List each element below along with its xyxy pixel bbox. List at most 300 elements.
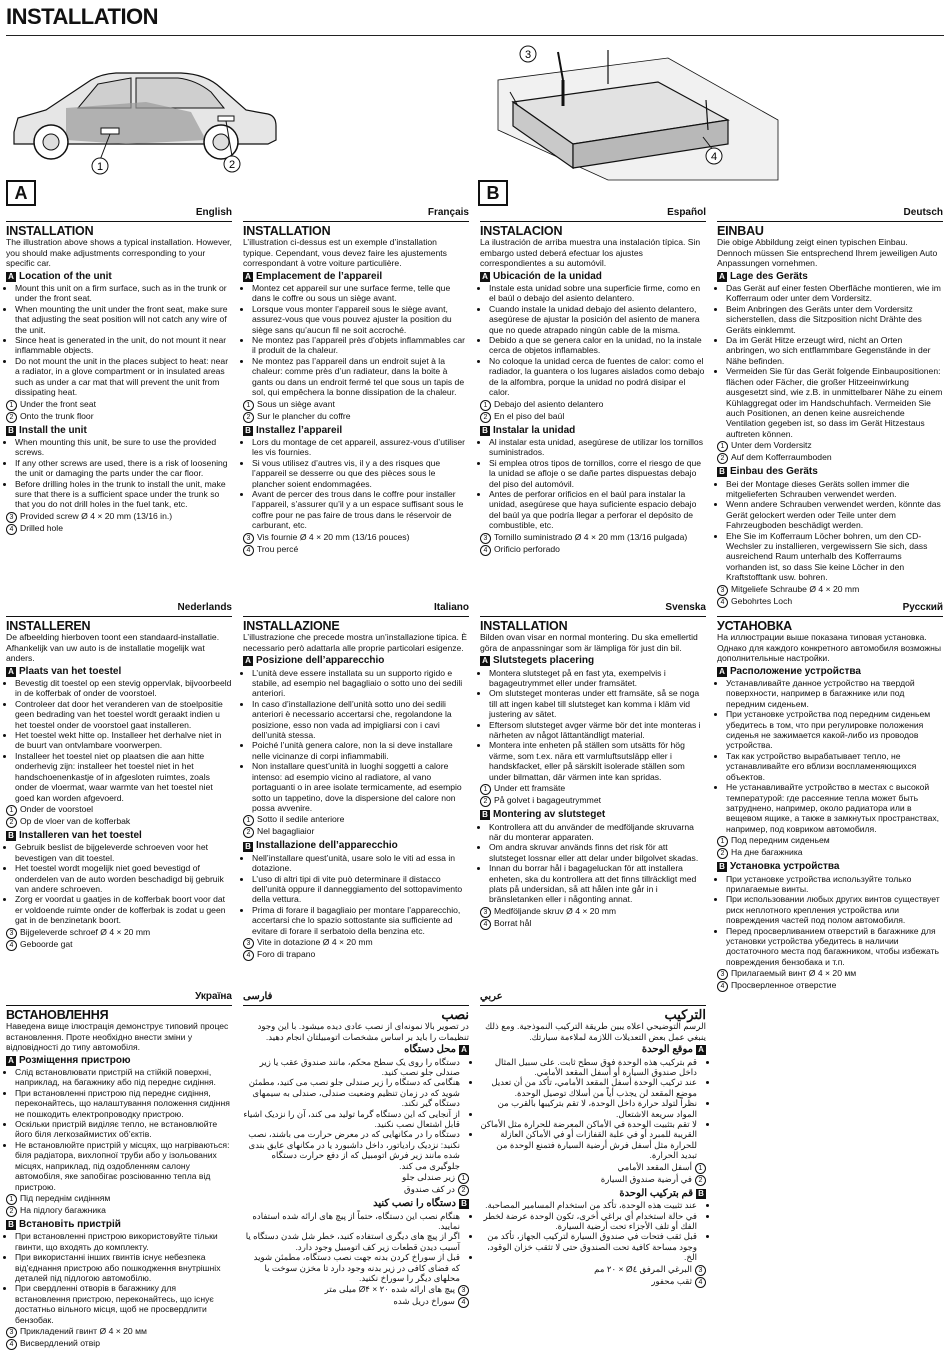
bullet-item: • Слід встановлювати пристрій на стійкій поверхні, наприклад, на багажнику або під переднє сидіння. — [15, 1067, 232, 1088]
bullet-item: • Om andra skruvar används finns det risk för att slutsteget lossnar eller att delar under bilgolvet skadas. — [489, 842, 706, 863]
numbered-item-text: Onto the trunk floor — [20, 410, 94, 421]
bullet-item: • Wenn andere Schrauben verwendet werden, könnte das Gerät gelockert werden oder Teile unter dem Fahrzeugboden beschädigt werden. — [726, 499, 943, 530]
number-circle-icon: 4 — [480, 545, 491, 556]
number-circle-icon: 2 — [6, 412, 17, 423]
bullet-item: • L’unità deve essere installata su un supporto rigido e stabile, ad esempio nel bagagliaio o sotto uno dei sedili anteriori. — [252, 668, 469, 699]
numbered-item-text: سوراخ دریل شده — [393, 1296, 455, 1307]
section-heading: INSTALLATION — [480, 619, 568, 633]
bullet-list — [480, 1057, 706, 1161]
subsection-title-text: Installeren van het toestel — [19, 829, 142, 841]
bullet-item: • Kontrollera att du använder de medföljande skruvarna när du monterar apparaten. — [489, 822, 706, 843]
numbered-item — [243, 949, 469, 961]
bullet-item: • هنگام نصب این دستگاه، حتماً از پیچ های ارائه شده استفاده نمایید. — [243, 1211, 460, 1232]
number-circle-icon: 3 — [243, 938, 254, 949]
subsection-title-b — [480, 426, 706, 436]
subsection-title-b — [6, 1220, 232, 1230]
bullet-item: • Debido a que se genera calor en la unidad, no la instale cerca de objetos inflamables. — [489, 335, 706, 356]
language-label: Русский — [717, 603, 943, 617]
bullet-list — [243, 1211, 469, 1284]
language-label: Italiano — [243, 603, 469, 617]
number-circle-icon: 3 — [695, 1265, 706, 1276]
number-circle-icon: 1 — [6, 1194, 17, 1205]
bullet-list — [480, 1200, 706, 1262]
bullet-list — [480, 283, 706, 397]
section-marker-b-icon: B — [459, 1199, 469, 1209]
numbered-item-text: Medföljande skruv Ø 4 × 20 mm — [494, 905, 617, 916]
section-marker-b-icon: B — [6, 1220, 16, 1230]
subsection-title-text: Lage des Geräts — [730, 270, 808, 282]
section-heading: INSTALLATION — [6, 224, 94, 238]
bullet-item: • Montera inte enheten på ställen som utsätts för hög värme, som t.ex. nära ett varmluftsutsläpp eller i handskfacket, eller på särskilt isolerade ställen som under bilmattan, där värmen inte kan spridas. — [489, 740, 706, 782]
section-marker-a-icon: A — [243, 272, 253, 282]
numbered-item — [480, 544, 706, 556]
subsection-title-text: موقع الوحدة — [641, 1044, 693, 1056]
bullet-item: • Beim Anbringen des Geräts unter dem Vordersitz sicherstellen, dass die Sitzposition nicht Drähte des Geräts einklemmt. — [726, 304, 943, 335]
bullet-item: • Si vous utilisez d’autres vis, il y a des risques que l’appareil se desserre ou que des pièces sous le plancher soient endommagées. — [252, 458, 469, 489]
numbered-item — [480, 1264, 706, 1276]
numbered-item-text: ثقب محفور — [651, 1275, 692, 1286]
bullet-item: • Cuando instale la unidad debajo del asiento delantero, asegúrese de ajustar la posición del asiento de manera que no quede atrapado ningún cable de la misma. — [489, 304, 706, 335]
bullet-item: • عند تركيب الوحدة أسفل المقعد الأمامي، تأكد من أن تعديل موضع المقعد لن يجذب أياً من أسلاك توصيل الوحدة. — [480, 1077, 697, 1098]
numbered-item — [6, 523, 232, 535]
bullet-list — [717, 874, 943, 968]
numbered-item-text: Прилагаемый винт Ø 4 × 20 мм — [731, 968, 857, 979]
number-circle-icon: 1 — [480, 400, 491, 411]
subsection-title-a — [480, 656, 706, 666]
numbered-item-text: Висвердлений отвір — [20, 1337, 100, 1348]
bullet-list — [243, 437, 469, 531]
numbered-item — [480, 532, 706, 544]
bullet-item: • Instale esta unidad sobre una superficie firme, como en el baúl o debajo del asiento delantero. — [489, 283, 706, 304]
numbered-item — [480, 411, 706, 423]
subsection-title-text: Emplacement de l’appareil — [256, 270, 383, 282]
callout-2-label: 2 — [228, 159, 236, 171]
number-circle-icon: 4 — [717, 597, 728, 608]
section-marker-b-icon: B — [243, 426, 253, 436]
numbered-item — [243, 399, 469, 411]
number-circle-icon: 3 — [480, 533, 491, 544]
number-circle-icon: 3 — [717, 969, 728, 980]
numbered-item — [243, 544, 469, 556]
section-marker-a-icon: A — [480, 656, 490, 666]
section-marker-b-icon: B — [717, 467, 727, 477]
number-circle-icon: 4 — [480, 919, 491, 930]
numbered-item-text: Unter dem Vordersitz — [731, 440, 812, 451]
intro-text: Наведена вище ілюстрація демонструє типовий процес встановлення. Проте необхідно внести зміни у відповідності до типу автомобіля. — [6, 1021, 229, 1053]
section-heading: INSTALLEREN — [6, 619, 91, 633]
car-installation-illustration — [6, 40, 466, 205]
language-column — [6, 208, 232, 598]
subsection-title-text: Расположение устройства — [730, 665, 861, 677]
number-circle-icon: 1 — [695, 1163, 706, 1174]
bullet-item: • Since heat is generated in the unit, do not mount it near inflammable objects. — [15, 335, 232, 356]
bullet-item: • قبل از سوراخ کردن بدنه جهت نصب دستگاه، مطمئن شوید که فضای کافی در زیر بدنه وجود دارد تا مخزن سوخت یا محلهای دیگر را سوراخ نکنید. — [243, 1252, 460, 1283]
numbered-item-text: Vite in dotazione Ø 4 × 20 mm — [257, 936, 373, 947]
bullet-list — [6, 1067, 232, 1192]
subsection-title-text: دستگاه را نصب کنید — [373, 1198, 456, 1210]
language-column — [243, 208, 469, 598]
bullet-list — [243, 853, 469, 936]
intro-text: در تصویر بالا نمونه‌ای از نصب عادی دیده میشود. با این وجود تنظیمات را باید بر اساس مشخصات اتومبیلتان انجام دهید. — [257, 1021, 469, 1042]
language-label: Deutsch — [717, 208, 943, 222]
numbered-item — [717, 440, 943, 452]
bullet-item: • Оскільки пристрій виділяє тепло, не встановлюйте його біля легкозаймистих об’єктів. — [15, 1119, 232, 1140]
numbered-item — [6, 816, 232, 828]
numbered-item — [6, 939, 232, 951]
subsection-title-a — [6, 272, 232, 282]
numbered-item — [6, 1205, 232, 1217]
numbered-item — [480, 399, 706, 411]
numbered-item-text: Debajo del asiento delantero — [494, 398, 604, 409]
bullet-item: • No coloque la unidad cerca de fuentes de calor: como el radiador, la guantera o los lugares aislados como debajo de la alfombra, porque la unidad no podrá disipar el calor. — [489, 356, 706, 398]
subsection-title-a — [717, 272, 943, 282]
bullet-item: • Ne montez pas l’appareil près d’objets inflammables car il produit de la chaleur. — [252, 335, 469, 356]
bullet-item: • L’uso di altri tipi di vite può determinare il distacco dell’unità oppure il danneggiamento del sottopavimento della vettura. — [252, 874, 469, 905]
numbered-item-text: Tornillo suministrado Ø 4 × 20 mm (13/16 pulgada) — [494, 531, 688, 542]
section-marker-a-icon: A — [717, 272, 727, 282]
numbered-item-text: Under the front seat — [20, 398, 96, 409]
numbered-item-text: На дне багажника — [731, 847, 803, 858]
bullet-item: • Al instalar esta unidad, asegúrese de utilizar los tornillos suministrados. — [489, 437, 706, 458]
subsection-title-b — [6, 426, 232, 436]
numbered-item-text: في أرضية صندوق السيارة — [600, 1173, 692, 1184]
bullet-item: • Montez cet appareil sur une surface ferme, telle que dans le coffre ou sous un siège avant. — [252, 283, 469, 304]
number-circle-icon: 1 — [458, 1173, 469, 1184]
language-column — [480, 992, 706, 1357]
numbered-item-text: Просверленное отверстие — [731, 980, 837, 991]
bullet-item: • دستگاه را روی یک سطح محکم، مانند صندوق عقب یا زیر صندلی جلو نصب کنید. — [243, 1057, 460, 1078]
number-circle-icon: 4 — [458, 1297, 469, 1308]
bullet-item: • Da im Gerät Hitze erzeugt wird, nicht an Orten anbringen, wo sich entflammbare Gegenstände in der Nähe befinden. — [726, 335, 943, 366]
numbered-item — [717, 980, 943, 992]
number-circle-icon: 2 — [458, 1185, 469, 1196]
number-circle-icon: 2 — [480, 796, 491, 807]
bullet-item: • Так как устройство вырабатывает тепло, не устанавливайте его вблизи воспламеняющихся объектов. — [726, 751, 943, 782]
bullet-item: • Controleer dat door het veranderen van de stoelpositie geen bedrading van het toestel wordt geraakt indien u het toestel onder de voorstoel gaat installeren. — [15, 699, 232, 730]
section-marker-b-icon: B — [6, 426, 16, 436]
intro-text: L’illustration ci-dessus est un exemple d’installation typique. Cependant, vous devez faire les ajustements correspondant à votre voiture particulière. — [243, 237, 447, 269]
bullet-item: • Mount this unit on a firm surface, such as in the trunk or under the front seat. — [15, 283, 232, 304]
section-heading: INSTALLATION — [243, 224, 331, 238]
numbered-item — [480, 783, 706, 795]
numbered-item — [243, 411, 469, 423]
title-divider — [6, 35, 944, 36]
numbered-item — [243, 814, 469, 826]
bullet-item: • Gebruik beslist de bijgeleverde schroeven voor het bevestigen van dit toestel. — [15, 842, 232, 863]
language-label: Español — [480, 208, 706, 222]
subsection-title-text: Ubicación de la unidad — [493, 270, 602, 282]
bullet-list — [6, 842, 232, 925]
numbered-item — [243, 1172, 469, 1184]
bullet-item: • При использовании любых других винтов существует риск неплотного крепления устройства или повреждения частей под полом автомобиля. — [726, 894, 943, 925]
bullet-item: • Avant de percer des trous dans le coffre pour installer l’appareil, s’assurer qu’il y a un espace suffisant sous le coffre pour ne pas faire de trous dans le réservoir de carburant, etc. — [252, 489, 469, 531]
intro-text: L’illustrazione che precede mostra un’installazione tipica. È necessario però adattarla alle proprie particolari esigenze. — [243, 632, 468, 653]
numbered-item-text: أسفل المقعد الأمامي — [617, 1161, 692, 1172]
language-label: عربي — [480, 992, 706, 1006]
bullet-item: • Ne montez pas l’appareil dans un endroit sujet à la chaleur: comme près d’un radiateur, dans la boite à gants ou dans un endroit fermé tel que sous un tapis de sol, qui empêchera la bonne dissipation de la chaleur. — [252, 356, 469, 398]
callout-1-label: 1 — [96, 161, 104, 173]
bullet-list — [243, 283, 469, 397]
bullet-item: • При встановленні пристрою під переднє сидіння, переконайтесь, що налаштування положення сидіння не пошкодить електропроводку пристрою. — [15, 1088, 232, 1119]
numbered-item-text: Orificio perforado — [494, 543, 560, 554]
numbered-item-text: Drilled hole — [20, 522, 63, 533]
numbered-item — [480, 1276, 706, 1288]
intro-text: الرسم التوضيحي اعلاه يبين طريقة التركيب النموذجية. ومع ذلك ينبغي عمل بعض التعديلات اللازمة لملاءمة سيارتك. — [485, 1021, 706, 1042]
numbered-item — [480, 906, 706, 918]
bullet-item: • Bei der Montage dieses Geräts sollen immer die mitgelieferten Schrauben verwendet werden. — [726, 479, 943, 500]
language-label: Svenska — [480, 603, 706, 617]
subsection-title-text: Встановіть пристрій — [19, 1218, 121, 1230]
bullet-item: • При установке устройства используйте только прилагаемые винты. — [726, 874, 943, 895]
bullet-item: • Ehe Sie im Kofferraum Löcher bohren, um den CD-Wechsler zu installieren, vergewissern Sie sich, dass ausreichend Raum unterhalb des Kofferraums vorhanden ist, so dass Sie keine Löcher in den Kraftstofftank usw. bohren. — [726, 531, 943, 583]
subsection-title-text: قم بتركيب الوحدة — [619, 1187, 693, 1199]
numbered-item — [243, 826, 469, 838]
number-circle-icon: 2 — [243, 827, 254, 838]
section-heading: ВСТАНОВЛЕННЯ — [6, 1008, 109, 1022]
numbered-item-text: På golvet i bagageutrymmet — [494, 795, 602, 806]
numbered-item-text: Foro di trapano — [257, 948, 316, 959]
bullet-item: • Lors du montage de cet appareil, assurez-vous d’utiliser les vis fournies. — [252, 437, 469, 458]
number-circle-icon: 2 — [6, 1206, 17, 1217]
bullet-item: • Vermeiden Sie für das Gerät folgende Einbaupositionen: flächen oder Fächer, die großer Hitzeeinwirkung ausgesetzt sind, wie z.B. in unmittelbarer Nähe zu einem Kühlaggregat oder im Handschuhfach. Vermeiden Sie auch Positionen, an denen keine ausreichende Ventilation gegeben ist, so dass im Gerät Hitzestaus auftreten können. — [726, 366, 943, 439]
section-heading: УСТАНОВКА — [717, 619, 793, 633]
callout-4-label: 4 — [710, 151, 718, 163]
bullet-item: • Bevestig dit toestel op een stevig oppervlak, bijvoorbeeld in de kofferbak of onder de voorstoel. — [15, 678, 232, 699]
language-label: Україна — [6, 992, 232, 1006]
number-circle-icon: 2 — [6, 817, 17, 828]
numbered-item-text: Прикладений гвинт Ø 4 × 20 мм — [20, 1325, 147, 1336]
intro-text: La ilustración de arriba muestra una instalación típica. Sin embargo usted deberá efectuar los ajustes correspondientes a su automóvil. — [480, 237, 701, 269]
bullet-list — [717, 678, 943, 834]
subsection-title-a — [243, 272, 469, 282]
number-circle-icon: 4 — [6, 1339, 17, 1350]
bullet-item: • هنگامی که دستگاه را زیر صندلی جلو نصب می کنید، مطمئن شوید که در زمان تنظیم وضعیت صندلی، صندلی به سیمهای دستگاه گیر نکند. — [243, 1077, 460, 1108]
subsection-title-text: Posizione dell’apparecchio — [256, 655, 385, 667]
intro-text: Bilden ovan visar en normal montering. Du ska emellertid göra de anpassningar som är lämpliga för just din bil. — [480, 632, 698, 653]
subsection-title-b — [243, 426, 469, 436]
page-title: INSTALLATION — [6, 4, 159, 29]
bullet-list — [6, 678, 232, 803]
bullet-item: • When mounting this unit, be sure to use the provided screws. — [15, 437, 232, 458]
section-heading: التركيب — [664, 1007, 706, 1022]
callout-3-label: 3 — [524, 49, 532, 61]
number-circle-icon: 2 — [695, 1175, 706, 1186]
numbered-item — [243, 1184, 469, 1196]
subsection-title-b — [717, 467, 943, 477]
numbered-item — [480, 1174, 706, 1186]
numbered-item-text: Під переднім сидінням — [20, 1192, 111, 1203]
figure-label-a: A — [6, 180, 36, 206]
bullet-item: • Montera slutsteget på en fast yta, exempelvis i bagageutrymmet eller under framsätet. — [489, 668, 706, 689]
bullet-item: • При встановленні пристрою використовуйте тільки гвинти, що входять до комплекту. — [15, 1231, 232, 1252]
language-column — [243, 603, 469, 988]
bullet-item: • اگر از پیچ های دیگری استفاده کنید، خطر شل شدن دستگاه یا آسیب دیدن قطعات زیر کف اتومبیل وجود دارد. — [243, 1231, 460, 1252]
number-circle-icon: 4 — [243, 950, 254, 961]
numbered-item-text: Onder de voorstoel — [20, 803, 94, 814]
bullet-item: • Zorg er voordat u gaatjes in de kofferbak boort voor dat er voldoende ruimte onder de kofferbak is zodat u geen gat in de benzinetank boort. — [15, 894, 232, 925]
bullet-list — [6, 437, 232, 510]
subsection-title-text: Plaats van het toestel — [19, 665, 122, 677]
bullet-list — [6, 1231, 232, 1325]
subsection-title-a — [480, 1045, 706, 1055]
numbered-item-text: Gebohrtes Loch — [731, 595, 793, 606]
numbered-item-text: Sur le plancher du coffre — [257, 410, 351, 421]
bullet-item: • Das Gerät auf einer festen Oberfläche montieren, wie im Kofferraum oder unter dem Vordersitz. — [726, 283, 943, 304]
unit-mounting-illustration — [478, 40, 944, 205]
bullet-item: • قم بتركيب هذه الوحدة فوق سطح ثابت. على سبيل المثال داخل صندوق السيارة أو أسفل المقعد الأمامي. — [480, 1057, 697, 1078]
intro-text: The illustration above shows a typical installation. However, you should make adjustments corresponding to your specific car. — [6, 237, 232, 269]
bullet-list — [243, 1057, 469, 1171]
numbered-item — [717, 452, 943, 464]
section-heading: EINBAU — [717, 224, 764, 238]
numbered-item-text: زیر صندلی جلو — [402, 1172, 455, 1183]
number-circle-icon: 3 — [480, 907, 491, 918]
bullet-item: • Перед просверливанием отверстий в багажнике для установки устройства убедитесь в наличии достаточного места под багажником, чтобы избежать повреждения бензобака и т.п. — [726, 926, 943, 968]
numbered-item — [6, 399, 232, 411]
number-circle-icon: 1 — [717, 441, 728, 452]
numbered-item-text: Mitgeliefe Schraube Ø 4 × 20 mm — [731, 583, 860, 594]
number-circle-icon: 2 — [717, 453, 728, 464]
numbered-item — [243, 1284, 469, 1296]
numbered-item — [6, 804, 232, 816]
bullet-list — [717, 283, 943, 439]
bullet-item: • Het toestel wordt mogelijk niet goed bevestigd of onderdelen van de auto worden beschadigd bij gebruik van andere schroeven. — [15, 863, 232, 894]
number-circle-icon: 2 — [480, 412, 491, 423]
numbered-item — [6, 511, 232, 523]
bullet-item: • قبل ثقب فتحات في صندوق السيارة لتركيب الجهاز، تأكد من وجود مساحة كافية تحت الصندوق حتى لا تثقب خزان الوقود، الخ. — [480, 1231, 697, 1262]
bullet-list — [480, 437, 706, 531]
subsection-title-text: Установка устройства — [730, 861, 840, 873]
bullet-item: • Nell’installare quest’unità, usare solo le viti ad essa in dotazione. — [252, 853, 469, 874]
language-label: Français — [243, 208, 469, 222]
numbered-item — [6, 411, 232, 423]
number-circle-icon: 4 — [243, 545, 254, 556]
number-circle-icon: 3 — [6, 512, 17, 523]
bullet-item: • Non installare quest’unità in luoghi soggetti a calore intenso: ad esempio vicino al radiatore, al vano portaguanti o in aree isolate termicamente, ad esempio sotto un tappetino, dove la dispersione del calore non possa avvenire. — [252, 761, 469, 813]
bullet-item: • في حالة استخدام أي براغي أخرى، تكون الوحدة عرضة لخطر الفك أو تلف الأجزاء تحت أرضية السيارة. — [480, 1211, 697, 1232]
number-circle-icon: 3 — [458, 1285, 469, 1296]
bullet-item: • نظراً لتولد حرارة داخل الوحدة، لا تقم بتركيبها بالقرب من المواد سريعة الاشتعال. — [480, 1098, 697, 1119]
bullet-item: • При установке устройства под передним сиденьем убедитесь в том, что при регулировке положения сиденья не зажимается какой-либо из проводов устройства. — [726, 709, 943, 751]
subsection-title-b — [6, 831, 232, 841]
bullet-item: • Om slutsteget monteras under ett framsäte, så se noga till att ingen kabel till slutsteget kan komma i kläm vid justering av sätet. — [489, 688, 706, 719]
section-marker-a-icon: A — [696, 1045, 706, 1055]
number-circle-icon: 1 — [717, 836, 728, 847]
numbered-item-text: Borrat hål — [494, 917, 532, 928]
bullet-item: • If any other screws are used, there is a risk of loosening the unit or damaging the parts under the car floor. — [15, 458, 232, 479]
language-label: فارسی — [243, 992, 469, 1006]
numbered-item-text: Provided screw Ø 4 × 20 mm (13/16 in.) — [20, 510, 173, 521]
subsection-title-text: Instalar la unidad — [493, 424, 576, 436]
bullet-item: • Lorsque vous monter l’appareil sous le siège avant, assurez-vous que vous pouvez ajuster la position du siège sans qu’aucun fil ne soit accroché. — [252, 304, 469, 335]
bullet-item: • Installeer het toestel niet op plaatsen die aan hitte onderhevig zijn: installeer het toestel niet in het handschoenenkastje of in afgesloten ruimtes, zoals onder de vloermat, waar warmte van het toestel niet goed kan worden afgevoerd. — [15, 751, 232, 803]
numbered-item — [243, 937, 469, 949]
language-column — [717, 207, 943, 606]
language-label: Nederlands — [6, 603, 232, 617]
numbered-item — [480, 918, 706, 930]
number-circle-icon: 4 — [6, 524, 17, 535]
numbered-item-text: Vis fournie Ø 4 × 20 mm (13/16 pouces) — [257, 531, 410, 542]
numbered-item — [717, 968, 943, 980]
number-circle-icon: 3 — [717, 585, 728, 596]
section-marker-a-icon: A — [480, 272, 490, 282]
intro-text: На иллюстрации выше показана типовая установка. Однако для каждого конкретного автомобиля возможны дополнительные настройки. — [717, 632, 942, 664]
numbered-item-text: پیچ های ارائه شده Ø۴ × ۲۰ میلی متر — [324, 1284, 455, 1295]
numbered-item-text: Nel bagagliaior — [257, 826, 315, 837]
bullet-item: • Eftersom slutsteget avger värme bör det inte monteras i närheten av något lättantändligt material. — [489, 720, 706, 741]
section-marker-b-icon: B — [480, 810, 490, 820]
language-column — [6, 603, 232, 988]
language-label: English — [6, 208, 232, 222]
numbered-item — [717, 835, 943, 847]
numbered-item — [480, 1162, 706, 1174]
section-marker-a-icon: A — [6, 1056, 16, 1066]
bullet-item: • Si emplea otros tipos de tornillos, corre el riesgo de que la unidad se afloje o se dañe partes dispuestas debajo del piso del automóvil. — [489, 458, 706, 489]
subsection-title-a — [243, 656, 469, 666]
number-circle-icon: 3 — [6, 928, 17, 939]
intro-text: De afbeelding hierboven toont een standaard-installatie. Afhankelijk van uw auto is de installatie mogelijk wat anders. — [6, 632, 220, 664]
number-circle-icon: 3 — [243, 533, 254, 544]
bullet-list — [480, 822, 706, 905]
number-circle-icon: 1 — [243, 815, 254, 826]
bullet-item: • Antes de perforar orificios en el baúl para instalar la unidad, asegúrese que haya suficiente espacio debajo del baúl ya que podría llegar a perforar el depósito de combustible, etc. — [489, 489, 706, 531]
subsection-title-text: Installazione dell’apparecchio — [256, 840, 398, 852]
numbered-item-text: Bijgeleverde schroef Ø 4 × 20 mm — [20, 926, 151, 937]
subsection-title-a — [717, 667, 943, 677]
bullet-item: • Innan du borrar hål i bagageluckan för att installera enheten, ska du kontrollera att det finns tillräckligt med plats på undersidan, så att hålen inte går in i bränsletanken eller i någonting annat. — [489, 863, 706, 905]
subsection-title-text: Install the unit — [19, 424, 87, 436]
number-circle-icon: 1 — [480, 784, 491, 795]
bullet-item: • When mounting the unit under the front seat, make sure that adjusting the seat position will not catch any wire of the unit. — [15, 304, 232, 335]
language-column — [480, 208, 706, 598]
subsection-title-text: Розміщення пристрою — [19, 1054, 131, 1066]
subsection-title-b — [480, 1189, 706, 1199]
numbered-item-text: Geboorde gat — [20, 938, 73, 949]
numbered-item — [717, 584, 943, 596]
subsection-title-a — [480, 272, 706, 282]
subsection-title-text: Location of the unit — [19, 270, 112, 282]
section-marker-a-icon: A — [6, 667, 16, 677]
subsection-title-b — [243, 841, 469, 851]
subsection-title-a — [6, 1056, 232, 1066]
section-heading: نصب — [441, 1007, 469, 1022]
section-marker-a-icon: A — [459, 1045, 469, 1055]
numbered-item-text: Auf dem Kofferraumboden — [731, 452, 832, 463]
subsection-title-text: Installez l’appareil — [256, 424, 343, 436]
bullet-item: • از آنجایی که این دستگاه گرما تولید می کند، آن را نزدیک اشیاء قابل اشتعال نصب نکنید. — [243, 1109, 460, 1130]
language-column — [243, 992, 469, 1357]
bullet-list — [243, 668, 469, 814]
intro-text: Die obige Abbildung zeigt einen typischen Einbau. Dennoch müssen Sie entsprechend Ihrem jeweiligen Auto Anpassungen vornehmen. — [717, 237, 938, 269]
language-column — [717, 602, 943, 991]
section-marker-a-icon: A — [243, 656, 253, 666]
numbered-item-text: На підлогу багажника — [20, 1204, 106, 1215]
numbered-item-text: Trou percé — [257, 543, 299, 554]
numbered-item — [243, 532, 469, 544]
number-circle-icon: 2 — [717, 848, 728, 859]
number-circle-icon: 2 — [243, 412, 254, 423]
numbered-item-text: Под передним сиденьем — [731, 835, 830, 846]
numbered-item — [6, 1193, 232, 1205]
bullet-item: • Устанавливайте данное устройство на твердой поверхности, например в багажнике или под передним сиденьем. — [726, 678, 943, 709]
subsection-title-b — [717, 862, 943, 872]
section-marker-b-icon: B — [6, 831, 16, 841]
subsection-title-b — [480, 810, 706, 820]
section-marker-a-icon: A — [6, 272, 16, 282]
bullet-item: • Не встановлюйте пристрій у місцях, що нагріваються: біля радіатора, вихлопної труби або у ізольованих місцях, наприклад, під оздобленням салону автомобіля, яке запобігає розсіюванню тепла від пристрою. — [15, 1140, 232, 1192]
subsection-title-b — [243, 1199, 469, 1209]
numbered-item-text: Op de vloer van de kofferbak — [20, 815, 131, 826]
